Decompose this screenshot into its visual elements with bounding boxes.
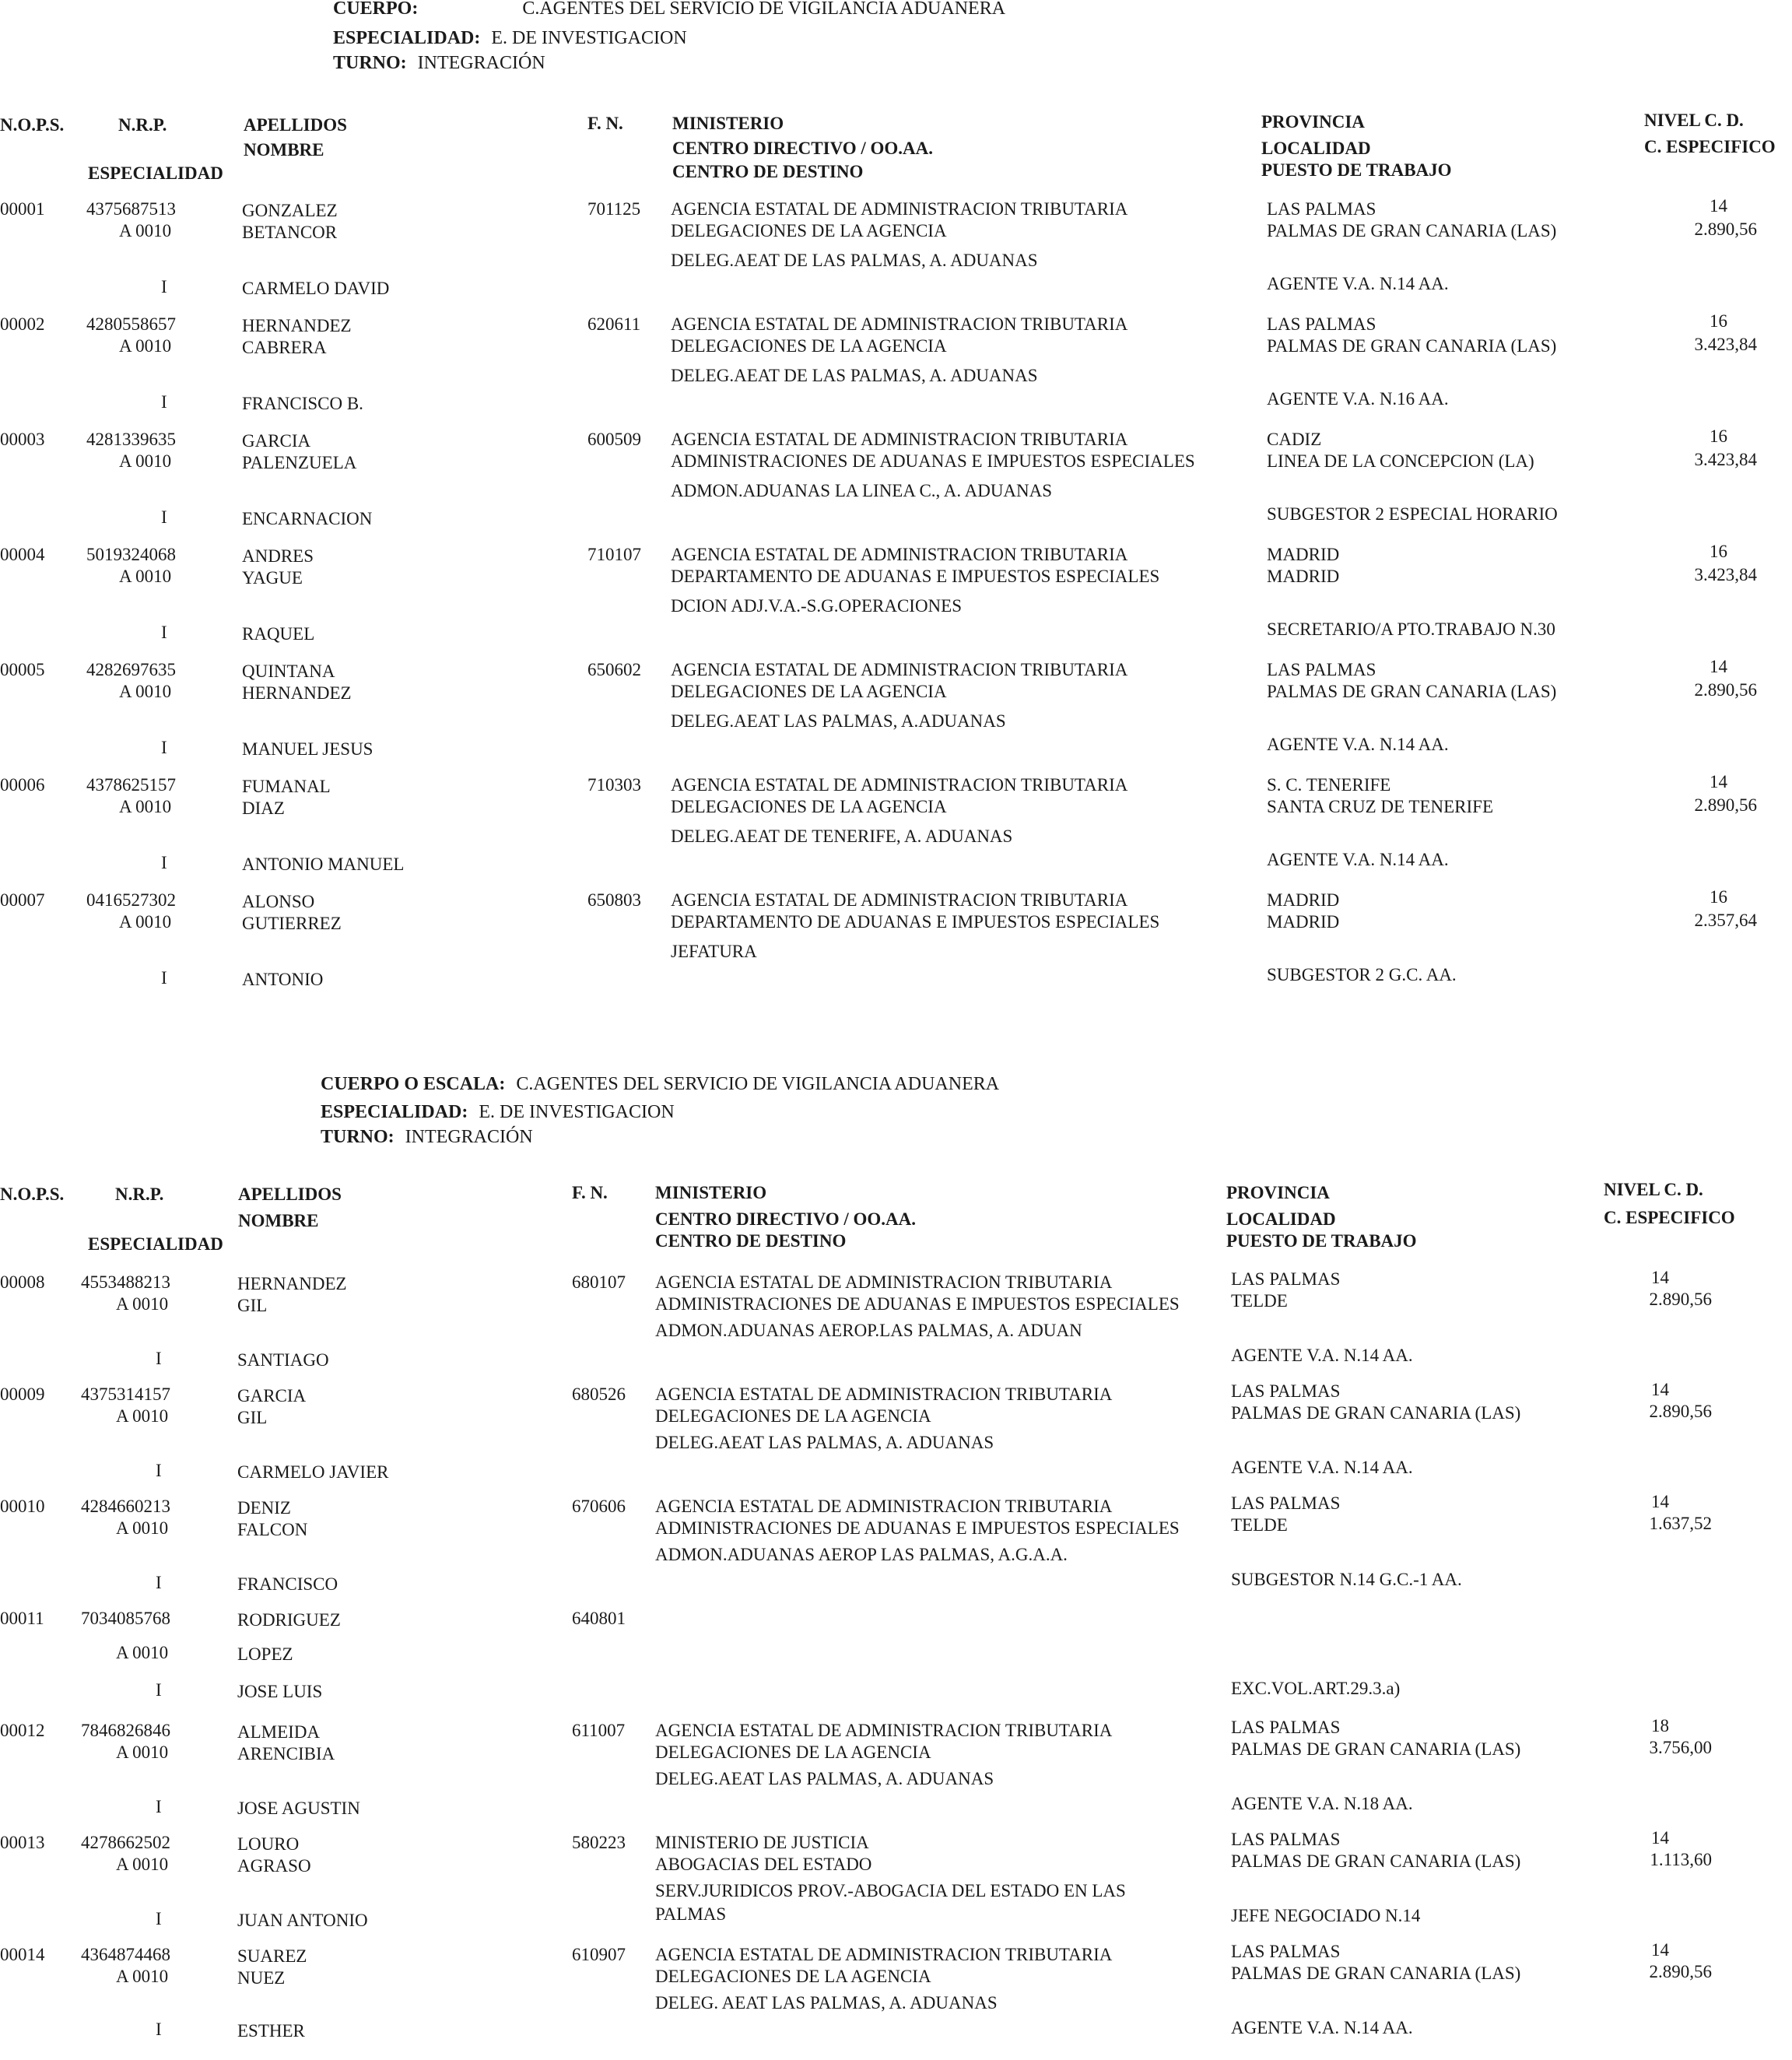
col-nivel: NIVEL C. D. [1644,111,1744,130]
nops: 00002 [0,314,45,334]
col-localidad: LOCALIDAD [1261,139,1371,158]
localidad: PALMAS DE GRAN CANARIA (LAS) [1231,1739,1521,1759]
puesto: AGENTE V.A. N.14 AA. [1267,274,1449,293]
apellido-1: ALONSO [242,892,315,911]
apellido-2: BETANCOR [242,223,338,242]
provincia: LAS PALMAS [1231,1381,1341,1401]
grado: I [161,277,167,297]
header-cuerpo [333,0,1005,19]
centro-destino: JEFATURA [671,942,757,961]
cuerpo-label: CUERPO: [333,0,419,19]
nivel: 14 [1651,1268,1669,1287]
record [0,1380,1792,1500]
ministerio: MINISTERIO DE JUSTICIA [655,1833,869,1852]
centro-directivo: ABOGACIAS DEL ESTADO [655,1855,872,1874]
nrp: 4280558657 [86,314,176,334]
nivel: 16 [1710,426,1727,446]
apellido-1: GARCIA [242,431,311,451]
centro-destino: ADMON.ADUANAS AEROP.LAS PALMAS, A. ADUAN [655,1321,1082,1340]
record [0,426,1792,545]
grado: I [161,968,167,988]
especifico: 2.357,64 [1694,911,1757,930]
centro-destino: DELEG.AEAT DE LAS PALMAS, A. ADUANAS [671,251,1038,270]
especifico: 2.890,56 [1694,795,1757,815]
grado: I [156,1909,162,1928]
especifico: 2.890,56 [1649,1402,1712,1421]
provincia: LAS PALMAS [1231,1493,1341,1513]
especialidad-label: ESPECIALIDAD: [321,1102,468,1122]
puesto: AGENTE V.A. N.14 AA. [1231,1458,1413,1477]
col-apellidos: APELLIDOS [244,115,347,135]
col-provincia: PROVINCIA [1226,1183,1330,1202]
apellido-1: LOURO [237,1834,300,1854]
nrp: 0416527302 [86,890,176,910]
nombre: ANTONIO [242,970,324,989]
header-turno [333,53,545,74]
centro-directivo: DELEGACIONES DE LA AGENCIA [655,1406,931,1426]
localidad: LINEA DE LA CONCEPCION (LA) [1267,451,1534,471]
header-cuerpo [321,1074,999,1095]
nops: 00008 [0,1272,45,1292]
apellido-2: YAGUE [242,568,303,588]
grado: I [156,2020,162,2039]
fecha-nacimiento: 680526 [572,1384,626,1404]
grado: I [156,1680,162,1700]
ministerio: AGENCIA ESTATAL DE ADMINISTRACION TRIBUTARIA [671,314,1128,334]
provincia: LAS PALMAS [1267,314,1376,334]
ministerio: AGENCIA ESTATAL DE ADMINISTRACION TRIBUTARIA [671,430,1128,449]
ministerio: AGENCIA ESTATAL DE ADMINISTRACION TRIBUTARIA [671,545,1128,564]
nivel: 14 [1710,657,1727,676]
apellido-2: DIAZ [242,798,285,818]
localidad: PALMAS DE GRAN CANARIA (LAS) [1231,1403,1521,1423]
fecha-nacimiento: 701125 [587,199,641,219]
apellido-1: ALMEIDA [237,1722,321,1742]
grado: I [161,623,167,642]
puesto: AGENTE V.A. N.18 AA. [1231,1794,1413,1813]
header-turno [321,1127,533,1148]
col-nrp: N.R.P. [118,115,167,135]
nombre: CARMELO JAVIER [237,1462,389,1482]
nrp: 5019324068 [86,545,176,564]
record [0,1609,1792,1724]
centro-directivo: DELEGACIONES DE LA AGENCIA [671,682,947,701]
nops: 00004 [0,545,45,564]
especialidad-code: A 0010 [116,1742,169,1762]
nrp: 4378625157 [86,775,176,795]
ministerio: AGENCIA ESTATAL DE ADMINISTRACION TRIBUTARIA [671,775,1128,795]
fecha-nacimiento: 670606 [572,1497,626,1516]
apellido-2: CABRERA [242,338,327,357]
nivel: 16 [1710,542,1727,561]
especialidad-code: A 0010 [119,912,172,932]
turno-label: TURNO: [321,1127,395,1147]
especialidad-code: A 0010 [116,1643,169,1662]
grado: I [156,1797,162,1816]
especifico: 3.423,84 [1694,565,1757,584]
col-nrp: N.R.P. [115,1184,164,1204]
localidad: MADRID [1267,567,1340,586]
nombre: CARMELO DAVID [242,279,390,298]
nrp: 4375687513 [86,199,176,219]
centro-destino: SERV.JURIDICOS PROV.-ABOGACIA DEL ESTADO EN LAS [655,1881,1126,1900]
puesto: JEFE NEGOCIADO N.14 [1231,1906,1421,1925]
nombre: JOSE LUIS [237,1682,323,1701]
puesto: AGENTE V.A. N.14 AA. [1267,735,1449,754]
localidad: TELDE [1231,1291,1288,1311]
centro-destino: DELEG.AEAT LAS PALMAS, A. ADUANAS [655,1769,994,1788]
apellido-1: SUAREZ [237,1946,307,1966]
nops: 00011 [0,1609,44,1628]
record [0,657,1792,775]
nops: 00001 [0,199,45,219]
apellido-2: HERNANDEZ [242,683,352,703]
centro-destino: DELEG. AEAT LAS PALMAS, A. ADUANAS [655,1993,998,2013]
grado: I [161,738,167,757]
provincia: LAS PALMAS [1231,1942,1341,1961]
especifico: 3.423,84 [1694,335,1757,354]
grado: I [156,1573,162,1592]
provincia: LAS PALMAS [1231,1718,1341,1737]
record [0,887,1792,1005]
ministerio: AGENCIA ESTATAL DE ADMINISTRACION TRIBUTARIA [655,1945,1113,1964]
col-provincia: PROVINCIA [1261,112,1365,132]
ministerio: AGENCIA ESTATAL DE ADMINISTRACION TRIBUTARIA [655,1384,1113,1404]
col-centro-destino: CENTRO DE DESTINO [672,162,864,181]
ministerio: AGENCIA ESTATAL DE ADMINISTRACION TRIBUTARIA [655,1497,1113,1516]
localidad: TELDE [1231,1515,1288,1535]
fecha-nacimiento: 710303 [587,775,641,795]
apellido-1: FUMANAL [242,777,331,796]
col-apellidos: APELLIDOS [238,1184,342,1204]
col-especifico: C. ESPECIFICO [1644,137,1776,156]
fecha-nacimiento: 710107 [587,545,641,564]
apellido-1: HERNANDEZ [242,316,352,335]
provincia: MADRID [1267,545,1340,564]
apellido-1: HERNANDEZ [237,1274,347,1293]
header-especialidad [333,28,687,49]
nops: 00012 [0,1721,45,1740]
especialidad-code: A 0010 [119,336,172,356]
provincia: LAS PALMAS [1231,1269,1341,1289]
nivel: 16 [1710,311,1727,331]
record [0,311,1792,430]
nivel: 14 [1651,1380,1669,1399]
record [0,1940,1792,2060]
ministerio: AGENCIA ESTATAL DE ADMINISTRACION TRIBUTARIA [671,660,1128,679]
especialidad-code: A 0010 [119,451,172,471]
apellido-2: ARENCIBIA [237,1744,335,1763]
nombre: JUAN ANTONIO [237,1911,368,1930]
nivel: 14 [1710,196,1727,216]
provincia: LAS PALMAS [1267,199,1376,219]
centro-destino: DELEG.AEAT DE TENERIFE, A. ADUANAS [671,826,1013,846]
especifico: 2.890,56 [1649,1290,1712,1309]
col-especialidad: ESPECIALIDAD [88,163,223,183]
nivel: 18 [1651,1716,1669,1735]
record [0,542,1792,660]
nrp: 4553488213 [81,1272,170,1292]
nivel: 14 [1651,1940,1669,1960]
col-fn: F. N. [572,1183,608,1202]
record [0,1492,1792,1612]
centro-directivo: DELEGACIONES DE LA AGENCIA [671,336,947,356]
col-ministerio: MINISTERIO [672,114,784,133]
especialidad-code: A 0010 [116,1406,169,1426]
localidad: PALMAS DE GRAN CANARIA (LAS) [1231,1851,1521,1871]
nrp: 4281339635 [86,430,176,449]
apellido-2: NUEZ [237,1968,286,1988]
col-ministerio: MINISTERIO [655,1183,767,1202]
centro-destino: ADMON.ADUANAS LA LINEA C., A. ADUANAS [671,481,1053,500]
grado: I [156,1349,162,1368]
grado: I [161,392,167,412]
nombre: ESTHER [237,2021,305,2041]
apellido-1: ANDRES [242,546,314,566]
especialidad-code: A 0010 [116,1855,169,1874]
col-fn: F. N. [587,114,623,133]
apellido-1: RODRIGUEZ [237,1610,341,1630]
puesto: SECRETARIO/A PTO.TRABAJO N.30 [1267,619,1555,639]
nombre: ENCARNACION [242,509,373,528]
especifico: 2.890,56 [1649,1962,1712,1981]
especifico: 1.113,60 [1650,1850,1712,1869]
centro-directivo: DEPARTAMENTO DE ADUANAS E IMPUESTOS ESPECIALES [671,567,1160,586]
puesto: SUBGESTOR N.14 G.C.-1 AA. [1231,1570,1462,1589]
nops: 00007 [0,890,45,910]
cuerpo-label: CUERPO O ESCALA: [321,1074,506,1094]
provincia: LAS PALMAS [1267,660,1376,679]
record [0,196,1792,314]
localidad: SANTA CRUZ DE TENERIFE [1267,797,1493,816]
nivel: 14 [1651,1828,1669,1848]
record [0,1828,1792,1948]
fecha-nacimiento: 650803 [587,890,641,910]
nivel: 14 [1651,1492,1669,1511]
nrp: 4282697635 [86,660,176,679]
puesto: SUBGESTOR 2 ESPECIAL HORARIO [1267,504,1558,524]
localidad: PALMAS DE GRAN CANARIA (LAS) [1231,1963,1521,1983]
nombre: ANTONIO MANUEL [242,855,405,874]
record [0,772,1792,890]
col-nombre: NOMBRE [244,140,324,160]
localidad: PALMAS DE GRAN CANARIA (LAS) [1267,336,1557,356]
centro-directivo: DEPARTAMENTO DE ADUANAS E IMPUESTOS ESPECIALES [671,912,1160,932]
nombre: JOSE AGUSTIN [237,1799,360,1818]
puesto: AGENTE V.A. N.14 AA. [1231,1346,1413,1365]
col-nivel: NIVEL C. D. [1604,1180,1703,1199]
nrp: 7034085768 [81,1609,170,1628]
apellido-2: LOPEZ [237,1644,293,1664]
apellido-1: GARCIA [237,1386,307,1406]
centro-destino-cont: PALMAS [655,1904,727,1924]
apellido-2: GUTIERREZ [242,914,342,933]
apellido-2: GIL [237,1408,268,1427]
col-especialidad: ESPECIALIDAD [88,1234,223,1254]
nops: 00009 [0,1384,45,1404]
nops: 00006 [0,775,45,795]
centro-directivo: DELEGACIONES DE LA AGENCIA [671,221,947,240]
especialidad-code: A 0010 [119,221,172,240]
especialidad-value: E. DE INVESTIGACION [491,28,687,48]
nrp: 4364874468 [81,1945,170,1964]
nops: 00014 [0,1945,45,1964]
ministerio: AGENCIA ESTATAL DE ADMINISTRACION TRIBUTARIA [671,199,1128,219]
nops: 00013 [0,1833,45,1852]
puesto: AGENTE V.A. N.14 AA. [1231,2018,1413,2037]
centro-directivo: ADMINISTRACIONES DE ADUANAS E IMPUESTOS ESPECIALES [671,451,1195,471]
apellido-2: PALENZUELA [242,453,357,472]
col-centro-directivo: CENTRO DIRECTIVO / OO.AA. [672,139,933,158]
cuerpo-value: C.AGENTES DEL SERVICIO DE VIGILANCIA ADUANERA [522,0,1006,19]
nombre: MANUEL JESUS [242,739,373,759]
nombre: SANTIAGO [237,1350,329,1370]
centro-directivo: DELEGACIONES DE LA AGENCIA [655,1967,931,1986]
especialidad-code: A 0010 [116,1967,169,1986]
especialidad-value: E. DE INVESTIGACION [479,1102,675,1122]
apellido-2: GIL [237,1296,268,1315]
nivel: 16 [1710,887,1727,907]
grado: I [161,507,167,527]
nombre: FRANCISCO B. [242,394,363,413]
centro-directivo: DELEGACIONES DE LA AGENCIA [655,1742,931,1762]
turno-label: TURNO: [333,53,407,73]
nombre: FRANCISCO [237,1574,338,1594]
col-puesto: PUESTO DE TRABAJO [1226,1231,1417,1251]
apellido-2: FALCON [237,1520,308,1539]
col-nombre: NOMBRE [238,1211,319,1230]
section-2 [0,1066,1792,2041]
especialidad-code: A 0010 [119,567,172,586]
col-centro-directivo: CENTRO DIRECTIVO / OO.AA. [655,1209,916,1229]
puesto: AGENTE V.A. N.14 AA. [1267,850,1449,869]
especialidad-label: ESPECIALIDAD: [333,28,481,48]
especifico: 2.890,56 [1694,219,1757,239]
centro-destino: DELEG.AEAT DE LAS PALMAS, A. ADUANAS [671,366,1038,385]
centro-directivo: ADMINISTRACIONES DE ADUANAS E IMPUESTOS ESPECIALES [655,1518,1180,1538]
especialidad-code: A 0010 [116,1294,169,1314]
localidad: PALMAS DE GRAN CANARIA (LAS) [1267,682,1557,701]
header-especialidad [321,1102,675,1123]
nrp: 4375314157 [81,1384,170,1404]
turno-value: INTEGRACIÓN [405,1127,533,1147]
nops: 00005 [0,660,45,679]
col-nops: N.O.P.S. [0,115,65,135]
apellido-1: DENIZ [237,1498,291,1518]
provincia: S. C. TENERIFE [1267,775,1391,795]
fecha-nacimiento: 650602 [587,660,641,679]
centro-directivo: ADMINISTRACIONES DE ADUANAS E IMPUESTOS ESPECIALES [655,1294,1180,1314]
fecha-nacimiento: 680107 [572,1272,626,1292]
record [0,1716,1792,1836]
nops: 00003 [0,430,45,449]
localidad: MADRID [1267,912,1340,932]
nivel: 14 [1710,772,1727,791]
fecha-nacimiento: 640801 [572,1609,626,1628]
grado: I [161,853,167,872]
nops: 00010 [0,1497,45,1516]
apellido-1: QUINTANA [242,662,335,681]
nrp: 7846826846 [81,1721,170,1740]
centro-directivo: DELEGACIONES DE LA AGENCIA [671,797,947,816]
provincia: CADIZ [1267,430,1322,449]
apellido-1: GONZALEZ [242,201,338,220]
centro-destino: DELEG.AEAT LAS PALMAS, A. ADUANAS [655,1433,994,1452]
fecha-nacimiento: 620611 [587,314,641,334]
especifico: 1.637,52 [1649,1514,1712,1533]
puesto: AGENTE V.A. N.16 AA. [1267,389,1449,409]
col-nops: N.O.P.S. [0,1184,65,1204]
ministerio: AGENCIA ESTATAL DE ADMINISTRACION TRIBUTARIA [671,890,1128,910]
centro-destino: DELEG.AEAT LAS PALMAS, A.ADUANAS [671,711,1006,731]
especialidad-code: A 0010 [116,1518,169,1538]
fecha-nacimiento: 611007 [572,1721,626,1740]
puesto: SUBGESTOR 2 G.C. AA. [1267,965,1457,984]
fecha-nacimiento: 600509 [587,430,641,449]
provincia: LAS PALMAS [1231,1830,1341,1849]
especialidad-code: A 0010 [119,682,172,701]
turno-value: INTEGRACIÓN [417,53,545,73]
localidad: PALMAS DE GRAN CANARIA (LAS) [1267,221,1557,240]
centro-destino: ADMON.ADUANAS AEROP LAS PALMAS, A.G.A.A. [655,1545,1068,1564]
especifico: 3.756,00 [1649,1738,1712,1757]
nrp: 4284660213 [81,1497,170,1516]
ministerio: AGENCIA ESTATAL DE ADMINISTRACION TRIBUTARIA [655,1721,1113,1740]
fecha-nacimiento: 580223 [572,1833,626,1852]
col-especifico: C. ESPECIFICO [1604,1208,1735,1227]
especifico: 3.423,84 [1694,450,1757,469]
col-localidad: LOCALIDAD [1226,1209,1336,1229]
ministerio: AGENCIA ESTATAL DE ADMINISTRACION TRIBUTARIA [655,1272,1113,1292]
provincia: MADRID [1267,890,1340,910]
fecha-nacimiento: 610907 [572,1945,626,1964]
centro-destino: DCION ADJ.V.A.-S.G.OPERACIONES [671,596,963,616]
record [0,1268,1792,1388]
grado: I [156,1461,162,1480]
nrp: 4278662502 [81,1833,170,1852]
apellido-2: AGRASO [237,1856,311,1876]
col-centro-destino: CENTRO DE DESTINO [655,1231,847,1251]
col-puesto: PUESTO DE TRABAJO [1261,160,1452,180]
especifico: 2.890,56 [1694,680,1757,700]
especialidad-code: A 0010 [119,797,172,816]
nombre: RAQUEL [242,624,315,644]
cuerpo-value: C.AGENTES DEL SERVICIO DE VIGILANCIA ADUANERA [516,1074,1000,1094]
puesto: EXC.VOL.ART.29.3.a) [1231,1679,1401,1698]
